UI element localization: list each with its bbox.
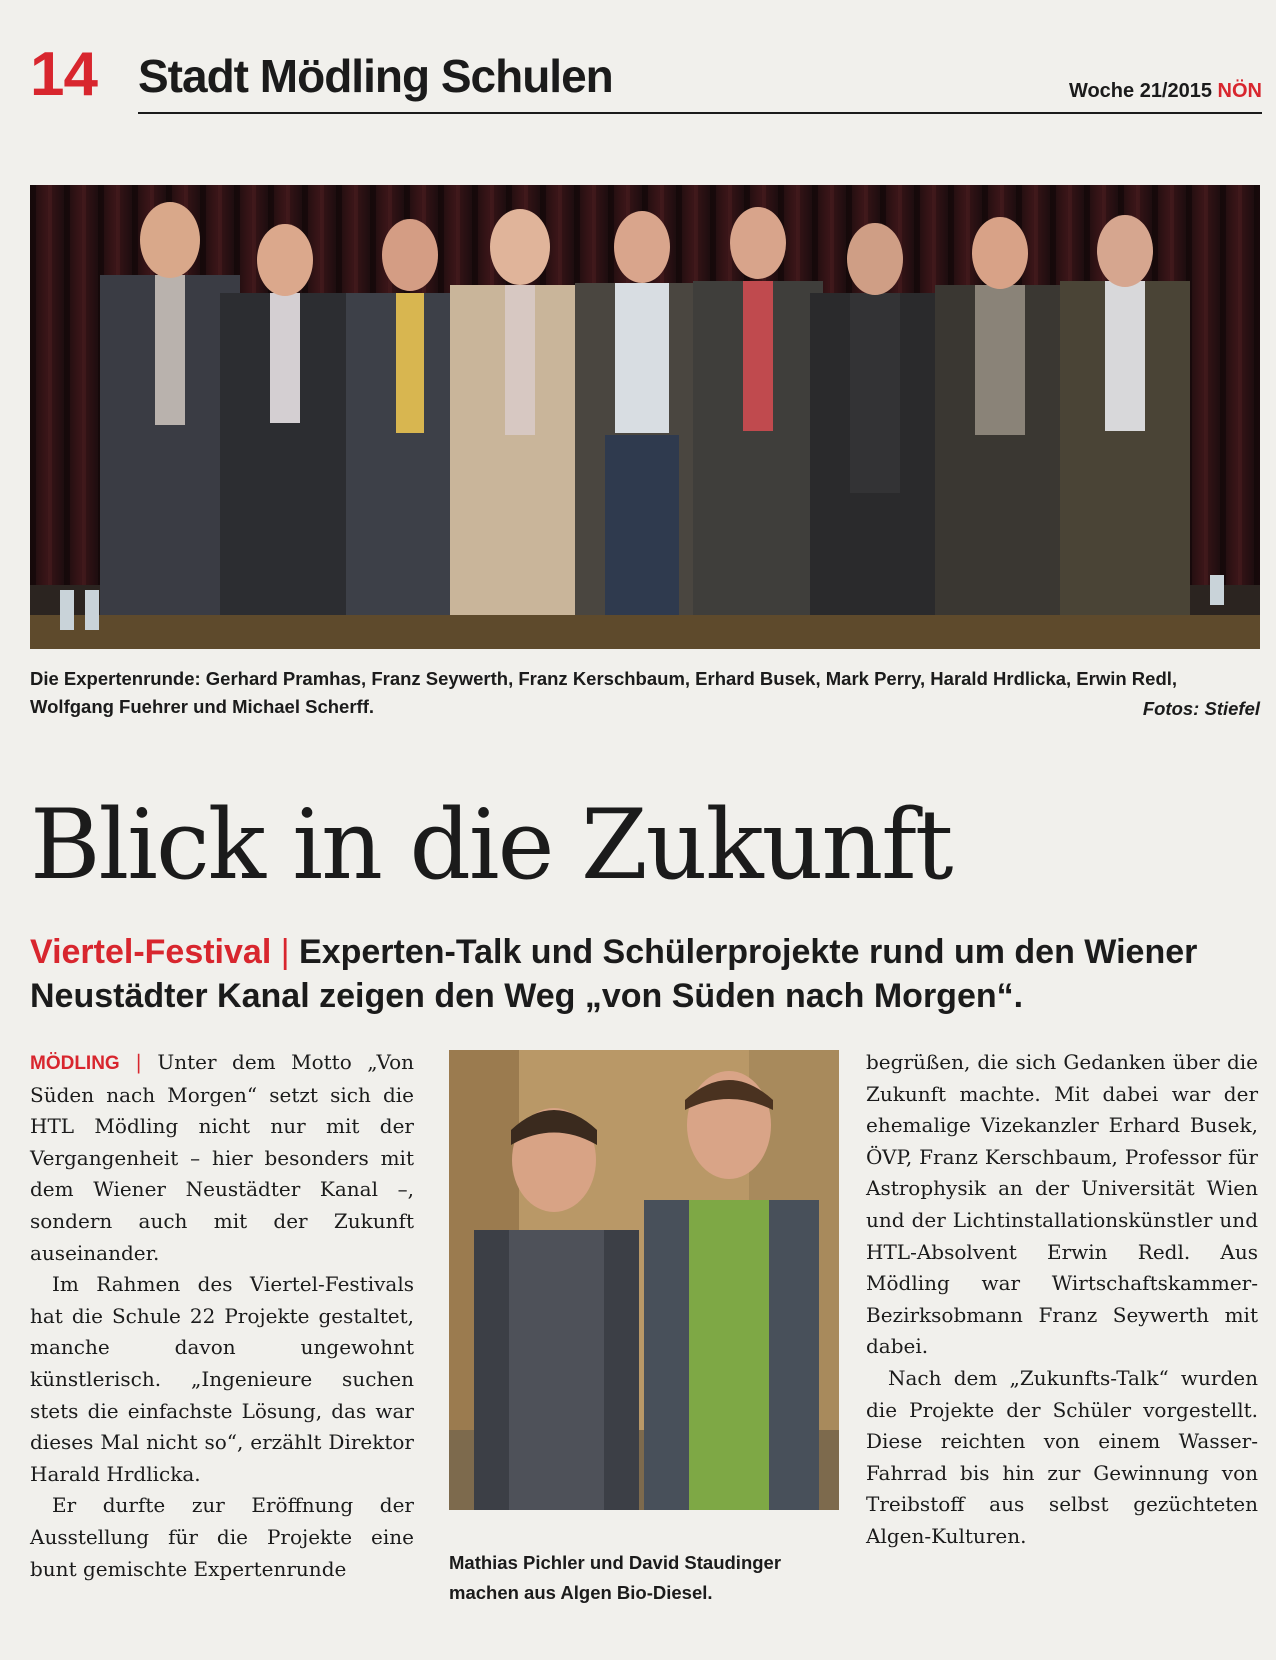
article-column-1 [30, 1047, 414, 1585]
photo-credit: Fotos: Stiefel [1142, 698, 1260, 719]
subhead-separator: | [280, 933, 290, 971]
issue-week: Woche 21/2015 [1068, 80, 1212, 102]
brand-logo: NÖN [1217, 80, 1262, 102]
subhead-text: Experten-Talk und Schülerprojekte rund um den Wiener Neustädter Kanal zeigen den Weg „von Süden nach Morgen“. [30, 933, 1198, 1015]
article-paragraph: Er durfte zur Eröffnung der Ausstellung für die Projekte eine bunt gemischte Expertenrunde [30, 1493, 414, 1581]
expert-group-photo [30, 185, 1260, 649]
subheadline [30, 930, 1260, 1018]
dateline-separator: | [135, 1050, 142, 1074]
subhead-kicker: Viertel-Festival [30, 933, 272, 971]
section-title: Stadt Mödling Schulen [138, 50, 613, 102]
issue-info [1069, 80, 1262, 103]
article-column-2 [866, 1047, 1258, 1553]
article-paragraph: begrüßen, die sich Gedanken über die Zukunft machte. Mit dabei war der ehemalige Vizekanzler Erhard Busek, ÖVP, Franz Kerschbaum, Professor für Astrophysik an der Universität Wien und der Lichtinstallationskünstler und HTL-Absolvent Erwin Redl. Aus Mödling war Wirtschaftskammer-Bezirksobmann Franz Seywerth mit dabei. [866, 1050, 1258, 1359]
headline: Blick in die Zukunft [30, 789, 952, 901]
person-figures [100, 202, 1190, 615]
article-paragraph [30, 1047, 414, 1269]
paragraph-text: Unter dem Motto „Von Süden nach Morgen“ setzt sich die HTL Mödling nicht nur mit der Vergangenheit – hier besonders mit dem Wiener Neustädter Kanal –, sondern auch mit der Zukunft auseinander. [30, 1050, 415, 1265]
article-paragraph: Nach dem „Zukunfts-Talk“ wurden die Projekte der Schüler vorgestellt. Diese reichten von einem Wasser-Fahrrad bis hin zur Gewinnung von Treibstoff aus selbst gezüchteten Algen-Kulturen. [866, 1365, 1258, 1548]
inset-photo-caption: Mathias Pichler und David Staudinger machen aus Algen Bio-Diesel. [449, 1552, 782, 1603]
header-rule [138, 112, 1262, 114]
students-photo [449, 1050, 839, 1510]
dateline: MÖDLING [30, 1053, 120, 1074]
page-number: 14 [30, 40, 97, 109]
article-paragraph: Im Rahmen des Viertel-Festivals hat die Schule 22 Projekte gestaltet, manche davon ungewohnt künstlerisch. „Ingenieure suchen stets die einfachste Lösung, das war dieses Mal nicht so“, erzählt Direktor Harald Hrdlicka. [30, 1272, 414, 1486]
top-photo-caption: Die Expertenrunde: Gerhard Pramhas, Franz Seywerth, Franz Kerschbaum, Erhard Busek, Mark Perry, Harald Hrdlicka, Erwin Redl, Wolfgang Fuehrer und Michael Scherff. [30, 668, 1178, 717]
